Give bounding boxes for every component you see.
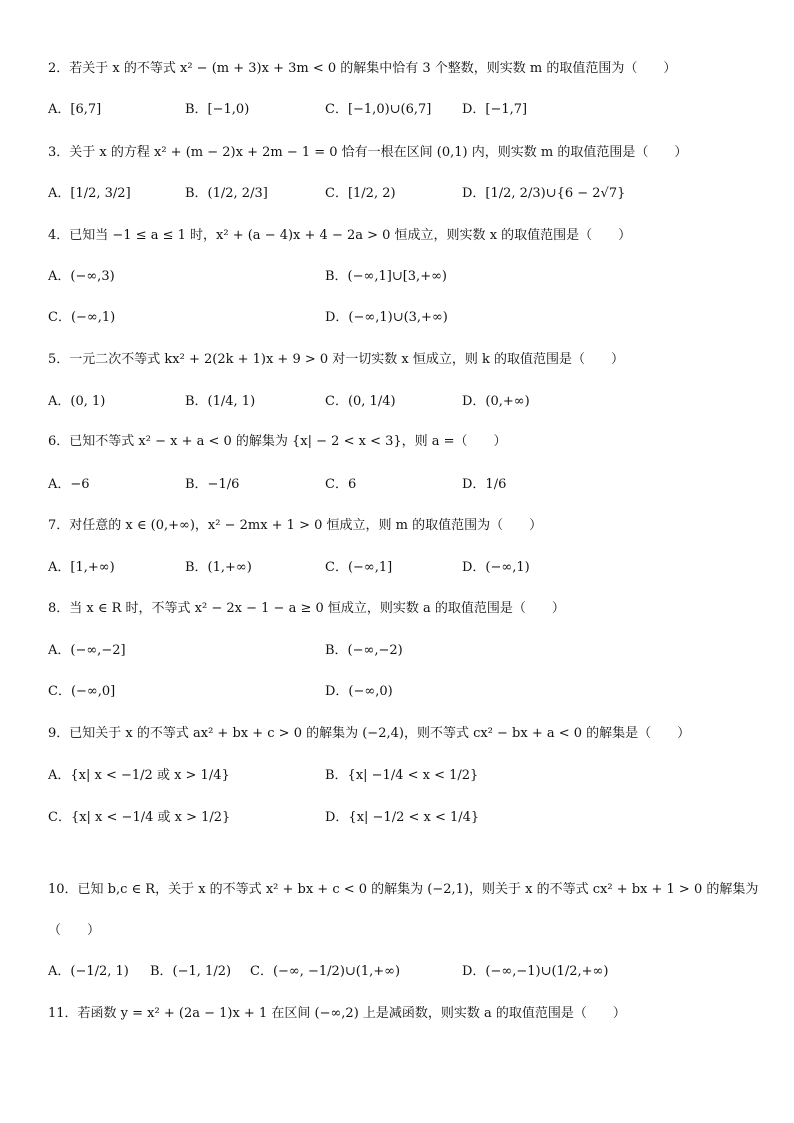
question-2-option-a[interactable]: A．[6,7] — [48, 102, 102, 117]
question-10-option-a[interactable]: A．(−1/2, 1) — [48, 964, 129, 979]
question-4-option-c[interactable]: C．(−∞,1) — [48, 310, 116, 325]
question-8-option-a[interactable]: A．(−∞,−2] — [48, 643, 126, 658]
question-9-option-b[interactable]: B．{x| −1/4 < x < 1/2} — [325, 768, 479, 783]
question-4-option-a[interactable]: A．(−∞,3) — [48, 269, 115, 284]
question-2-option-c[interactable]: C．[−1,0)∪(6,7] — [325, 102, 432, 117]
question-10-option-b[interactable]: B．(−1, 1/2) — [150, 964, 232, 979]
question-2-stem: 2．若关于 x 的不等式 x² − (m + 3)x + 3m < 0 的解集中恰有 3 个整数，则实数 m 的取值范围为（ ） — [48, 61, 677, 76]
question-3-option-a[interactable]: A．[1/2, 3/2] — [48, 186, 131, 201]
question-8-option-c[interactable]: C．(−∞,0] — [48, 684, 116, 699]
question-5-option-a[interactable]: A．(0, 1) — [48, 394, 106, 409]
question-3-option-c[interactable]: C．[1/2, 2) — [325, 186, 396, 201]
question-3-option-b[interactable]: B．(1/2, 2/3] — [185, 186, 268, 201]
question-6-option-c[interactable]: C．6 — [325, 477, 357, 492]
question-6-option-d[interactable]: D．1/6 — [462, 477, 507, 492]
question-4-stem: 4．已知当 −1 ≤ a ≤ 1 时，x² + (a − 4)x + 4 − 2a > 0 恒成立，则实数 x 的取值范围是（ ） — [48, 228, 632, 243]
question-9-option-d[interactable]: D．{x| −1/2 < x < 1/4} — [325, 810, 480, 825]
question-7-option-d[interactable]: D．(−∞,1) — [462, 560, 530, 575]
question-6-stem: 6．已知不等式 x² − x + a < 0 的解集为 {x| − 2 < x < 3}，则 a =（ ） — [48, 434, 507, 449]
question-10-answer-blank: （ ） — [48, 923, 101, 938]
question-10-stem: 10．已知 b,c ∈ R，关于 x 的不等式 x² + bx + c < 0 的解集为 (−2,1)，则关于 x 的不等式 cx² + bx + 1 > 0 的解集为 — [48, 882, 759, 897]
question-7-option-c[interactable]: C．(−∞,1] — [325, 560, 393, 575]
question-9-stem: 9．已知关于 x 的不等式 ax² + bx + c > 0 的解集为 (−2,4)，则不等式 cx² − bx + a < 0 的解集是（ ） — [48, 726, 691, 741]
question-3-option-d[interactable]: D．[1/2, 2/3)∪{6 − 2√7} — [462, 186, 626, 201]
question-3-stem: 3．关于 x 的方程 x² + (m − 2)x + 2m − 1 = 0 恰有一根在区间 (0,1) 内，则实数 m 的取值范围是（ ） — [48, 145, 688, 160]
question-5-stem: 5．一元二次不等式 kx² + 2(2k + 1)x + 9 > 0 对一切实数 x 恒成立，则 k 的取值范围是（ ） — [48, 352, 625, 367]
question-4-option-d[interactable]: D．(−∞,1)∪(3,+∞) — [325, 310, 448, 325]
question-2-option-b[interactable]: B．[−1,0) — [185, 102, 250, 117]
question-9-option-c[interactable]: C．{x| x < −1/4 或 x > 1/2} — [48, 810, 231, 825]
question-10-option-c[interactable]: C．(−∞, −1/2)∪(1,+∞) — [250, 964, 401, 979]
question-5-option-b[interactable]: B．(1/4, 1) — [185, 394, 256, 409]
question-2-option-d[interactable]: D．[−1,7] — [462, 102, 528, 117]
question-7-option-a[interactable]: A．[1,+∞) — [48, 560, 115, 575]
question-7-stem: 7．对任意的 x ∈ (0,+∞)，x² − 2mx + 1 > 0 恒成立，则 m 的取值范围为（ ） — [48, 518, 543, 533]
question-6-option-b[interactable]: B．−1/6 — [185, 477, 240, 492]
question-8-option-b[interactable]: B．(−∞,−2) — [325, 643, 403, 658]
question-10-option-d[interactable]: D．(−∞,−1)∪(1/2,+∞) — [462, 964, 609, 979]
question-8-option-d[interactable]: D．(−∞,0) — [325, 684, 393, 699]
question-4-option-b[interactable]: B．(−∞,1]∪[3,+∞) — [325, 269, 447, 284]
question-7-option-b[interactable]: B．(1,+∞) — [185, 560, 252, 575]
question-8-stem: 8．当 x ∈ R 时，不等式 x² − 2x − 1 − a ≥ 0 恒成立，则实数 a 的取值范围是（ ） — [48, 601, 565, 616]
question-11-stem: 11．若函数 y = x² + (2a − 1)x + 1 在区间 (−∞,2) 上是减函数，则实数 a 的取值范围是（ ） — [48, 1006, 626, 1021]
question-5-option-c[interactable]: C．(0, 1/4) — [325, 394, 396, 409]
question-6-option-a[interactable]: A．−6 — [48, 477, 90, 492]
question-9-option-a[interactable]: A．{x| x < −1/2 或 x > 1/4} — [48, 768, 230, 783]
question-5-option-d[interactable]: D．(0,+∞) — [462, 394, 530, 409]
